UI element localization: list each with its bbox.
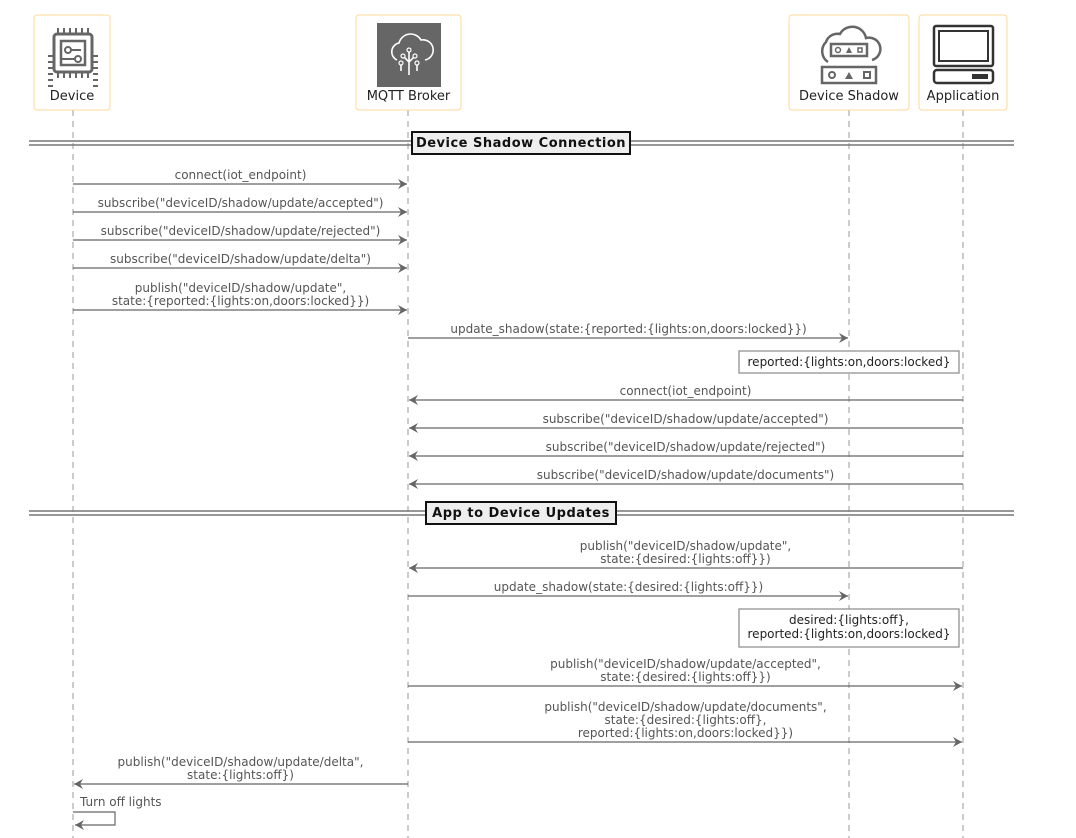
- section-divider: [29, 502, 1014, 524]
- note-text: reported:{lights:on,doors:locked}: [747, 355, 951, 369]
- message-arrow: [73, 281, 407, 310]
- note-text: reported:{lights:on,doors:locked}: [747, 627, 951, 641]
- divider-label: App to Device Updates: [432, 506, 610, 521]
- participant-label: Device Shadow: [799, 89, 899, 104]
- message-label: subscribe("deviceID/shadow/update/documents"): [536, 468, 835, 482]
- message-label: subscribe("deviceID/shadow/update/rejected"): [545, 440, 826, 454]
- message-label: subscribe("deviceID/shadow/update/accepted"): [97, 196, 384, 210]
- message-label: subscribe("deviceID/shadow/update/accepted"): [542, 412, 829, 426]
- message-label: publish("deviceID/shadow/update/documents",: [544, 700, 827, 714]
- shadow-state-note: [739, 609, 959, 647]
- message-label: publish("deviceID/shadow/update/accepted",: [550, 657, 821, 671]
- divider-label: Device Shadow Connection: [415, 136, 627, 151]
- participant-app: [919, 15, 1007, 110]
- message-label: state:{desired:{lights:off}}): [600, 670, 771, 684]
- participant-label: MQTT Broker: [366, 89, 451, 104]
- message-label: reported:{lights:on,doors:locked}}): [577, 726, 794, 740]
- message-arrow: [408, 657, 962, 686]
- message-arrow: [73, 795, 162, 825]
- message-arrow: [408, 322, 848, 338]
- section-divider: [29, 132, 1014, 154]
- message-arrow: [409, 384, 963, 400]
- message-arrow: [409, 468, 963, 484]
- message-label: state:{lights:off}): [187, 768, 294, 782]
- message-label: subscribe("deviceID/shadow/update/rejected"): [100, 224, 381, 238]
- message-arrow: [408, 580, 848, 596]
- message-arrow: [409, 412, 963, 428]
- message-label: publish("deviceID/shadow/update/delta",: [117, 755, 364, 769]
- message-label: state:{desired:{lights:off}}): [600, 552, 771, 566]
- participant-label: Application: [926, 89, 1000, 104]
- message-arrow: [409, 539, 963, 568]
- participant-broker: [356, 15, 461, 110]
- message-label: publish("deviceID/shadow/update",: [134, 281, 347, 295]
- participant-label: Device: [49, 89, 95, 104]
- message-arrow: [74, 755, 408, 784]
- message-label: publish("deviceID/shadow/update",: [579, 539, 792, 553]
- message-label: connect(iot_endpoint): [619, 384, 752, 398]
- message-label: update_shadow(state:{desired:{lights:off}}): [493, 580, 764, 594]
- message-arrow: [73, 196, 407, 212]
- message-label: Turn off lights: [80, 795, 162, 809]
- participant-shadow: [789, 15, 909, 110]
- message-label: state:{desired:{lights:off},: [604, 713, 767, 727]
- message-arrow: [73, 168, 407, 184]
- message-label: update_shadow(state:{reported:{lights:on,doors:locked}}): [450, 322, 807, 336]
- message-arrow: [73, 224, 407, 240]
- participant-device: [34, 15, 110, 110]
- message-arrow: [408, 700, 962, 742]
- message-arrow: [409, 440, 963, 456]
- shadow-state-note: [739, 351, 959, 373]
- message-label: connect(iot_endpoint): [174, 168, 307, 182]
- message-arrow: [73, 252, 407, 268]
- message-label: state:{reported:{lights:on,doors:locked}}): [111, 294, 370, 308]
- message-label: subscribe("deviceID/shadow/update/delta"): [110, 252, 371, 266]
- iot-cloud-icon: [377, 23, 441, 87]
- note-text: desired:{lights:off},: [789, 613, 909, 627]
